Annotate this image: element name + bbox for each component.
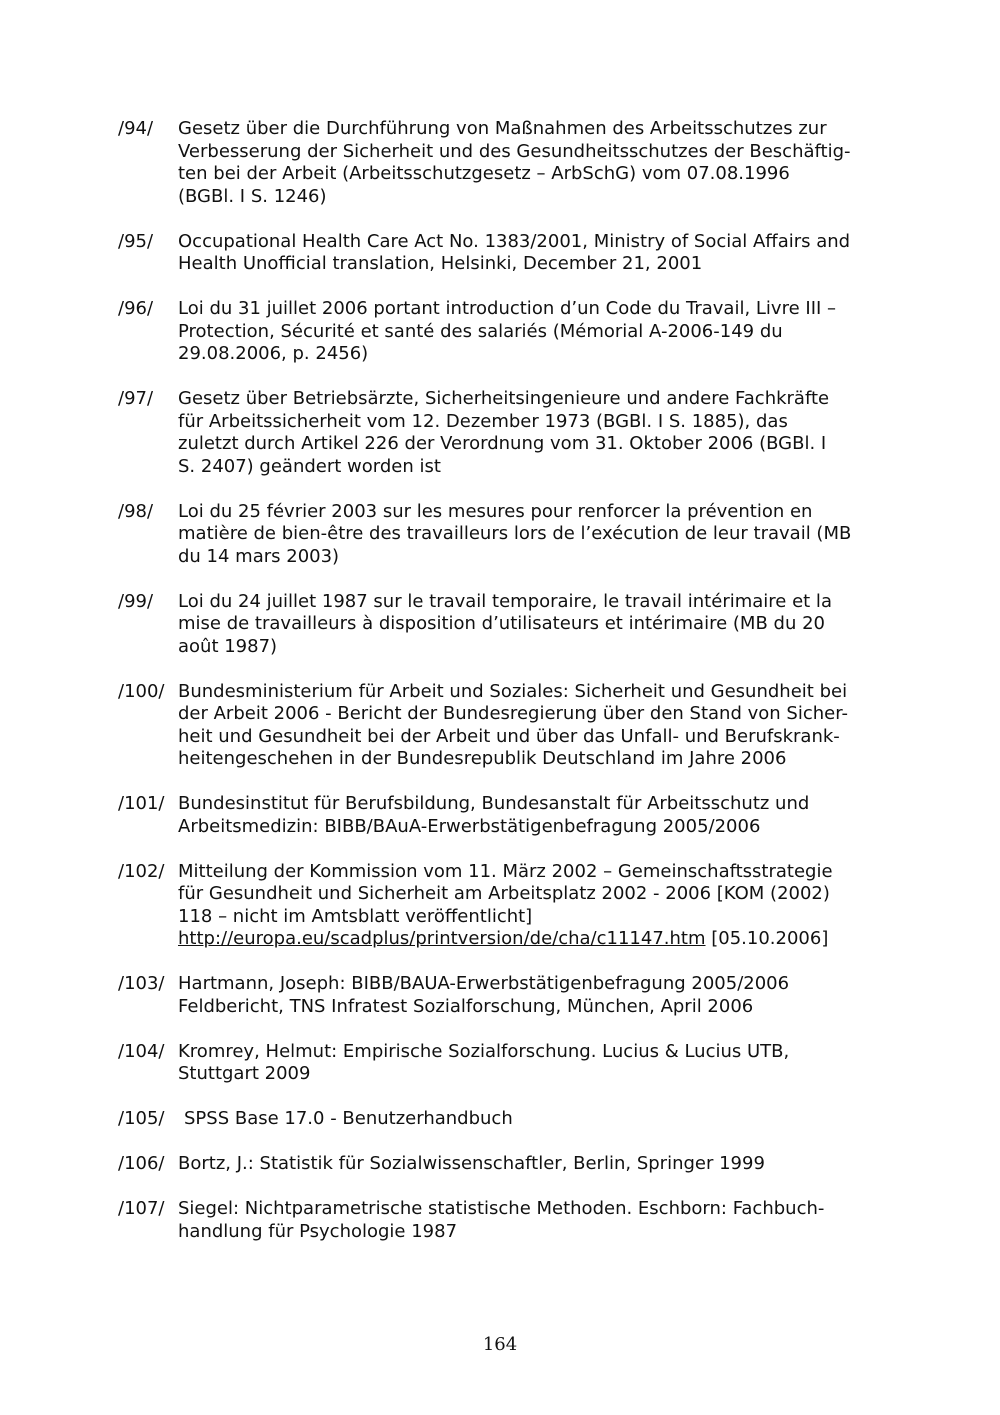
- reference-number: /99/: [118, 590, 154, 612]
- page-number: 164: [482, 1334, 518, 1355]
- reference-102: [118, 861, 888, 951]
- reference-line: Loi du 25 février 2003 sur les mesures pour renforcer la prévention en: [178, 500, 813, 522]
- reference-text: [178, 118, 888, 208]
- reference-number: /97/: [118, 388, 154, 409]
- reference-104: [118, 1041, 888, 1086]
- reference-number: /104/: [118, 1040, 165, 1062]
- reference-line: Occupational Health Care Act No. 1383/2001, Ministry of Social Affairs and: [178, 230, 851, 252]
- reference-line: zuletzt durch Artikel 226 der Verordnung vom 31. Oktober 2006 (BGBl. I: [178, 433, 827, 454]
- reference-access-date: [05.10.2006]: [705, 928, 829, 949]
- reference-number: /105/: [118, 1108, 165, 1129]
- reference-99: [118, 591, 888, 659]
- reference-line: du 14 mars 2003): [178, 545, 340, 567]
- reference-number: /103/: [118, 973, 165, 994]
- reference-text: [178, 501, 888, 569]
- reference-101: [118, 793, 888, 838]
- reference-text: [178, 681, 888, 771]
- reference-line: der Arbeit 2006 - Bericht der Bundesregierung über den Stand von Sicher-: [178, 703, 848, 724]
- reference-text: [178, 861, 888, 951]
- reference-line: 29.08.2006, p. 2456): [178, 343, 369, 364]
- reference-line: mise de travailleurs à disposition d’utilisateurs et intérimaire (MB du 20: [178, 613, 825, 634]
- reference-number: /106/: [118, 1153, 165, 1174]
- reference-number: /95/: [118, 230, 154, 252]
- reference-100: [118, 681, 888, 771]
- reference-line: Verbesserung der Sicherheit und des Gesundheitsschutzes der Beschäftig-: [178, 140, 851, 162]
- reference-97: [118, 388, 888, 478]
- reference-line: Loi du 31 juillet 2006 portant introduction d’un Code du Travail, Livre III –: [178, 298, 837, 319]
- reference-line: für Arbeitssicherheit vom 12. Dezember 1973 (BGBl. I S. 1885), das: [178, 410, 788, 432]
- reference-107: [118, 1198, 888, 1243]
- reference-line: Bundesministerium für Arbeit und Soziales: Sicherheit und Gesundheit bei: [178, 680, 848, 702]
- reference-line: handlung für Psychologie 1987: [178, 1220, 458, 1242]
- reference-line: Health Unofficial translation, Helsinki, December 21, 2001: [178, 253, 703, 274]
- reference-number: /102/: [118, 860, 165, 882]
- reference-line: Feldbericht, TNS Infratest Sozialforschung, München, April 2006: [178, 995, 754, 1017]
- reference-94: [118, 118, 888, 208]
- reference-number: /94/: [118, 118, 154, 139]
- reference-line: Bundesinstitut für Berufsbildung, Bundesanstalt für Arbeitsschutz und: [178, 793, 810, 814]
- reference-105: [118, 1108, 888, 1131]
- reference-text: [178, 1198, 888, 1243]
- reference-text: [178, 1108, 888, 1131]
- reference-line: Hartmann, Joseph: BIBB/BAUA-Erwerbstätigenbefragung 2005/2006: [178, 973, 790, 994]
- reference-text: [178, 298, 888, 366]
- reference-line: Mitteilung der Kommission vom 11. März 2002 – Gemeinschaftsstrategie: [178, 860, 833, 882]
- reference-line: heitengeschehen in der Bundesrepublik Deutschland im Jahre 2006: [178, 748, 787, 769]
- reference-line: matière de bien-être des travailleurs lors de l’exécution de leur travail (MB: [178, 523, 852, 544]
- reference-line: für Gesundheit und Sicherheit am Arbeitsplatz 2002 - 2006 [KOM (2002): [178, 883, 830, 904]
- reference-text: [178, 1041, 888, 1086]
- reference-text: [178, 388, 888, 478]
- reference-text: [178, 973, 888, 1018]
- reference-text: [178, 231, 888, 276]
- reference-line: Stuttgart 2009: [178, 1063, 311, 1084]
- reference-line: 118 – nicht im Amtsblatt veröffentlicht]: [178, 905, 533, 927]
- reference-line: SPSS Base 17.0 - Benutzerhandbuch: [184, 1108, 513, 1129]
- reference-text: [178, 1153, 888, 1176]
- reference-url-link[interactable]: http://europa.eu/scadplus/printversion/de/cha/c11147.htm: [178, 928, 706, 949]
- reference-number: /101/: [118, 793, 165, 814]
- reference-line: août 1987): [178, 635, 278, 657]
- reference-number: /107/: [118, 1198, 165, 1219]
- reference-line: S. 2407) geändert worden ist: [178, 455, 441, 477]
- reference-list: [118, 118, 888, 1266]
- reference-line: Siegel: Nichtparametrische statistische Methoden. Eschborn: Fachbuch-: [178, 1198, 825, 1219]
- reference-line: Arbeitsmedizin: BIBB/BAuA-Erwerbstätigenbefragung 2005/2006: [178, 815, 761, 837]
- reference-96: [118, 298, 888, 366]
- reference-line: heit und Gesundheit bei der Arbeit und über das Unfall- und Berufskrank-: [178, 725, 840, 747]
- reference-number: /100/: [118, 680, 165, 702]
- reference-95: [118, 231, 888, 276]
- reference-line: Loi du 24 juillet 1987 sur le travail temporaire, le travail intérimaire et la: [178, 590, 832, 612]
- reference-line: (BGBl. I S. 1246): [178, 185, 327, 207]
- reference-103: [118, 973, 888, 1018]
- reference-98: [118, 501, 888, 569]
- reference-line: Gesetz über die Durchführung von Maßnahmen des Arbeitsschutzes zur: [178, 118, 827, 139]
- reference-number: /96/: [118, 298, 154, 319]
- reference-text: [178, 793, 888, 838]
- reference-line: Gesetz über Betriebsärzte, Sicherheitsingenieure und andere Fachkräfte: [178, 388, 830, 409]
- reference-line: Kromrey, Helmut: Empirische Sozialforschung. Lucius & Lucius UTB,: [178, 1040, 790, 1062]
- reference-line: ten bei der Arbeit (Arbeitsschutzgesetz – ArbSchG) vom 07.08.1996: [178, 163, 790, 184]
- reference-line: Protection, Sécurité et santé des salariés (Mémorial A-2006-149 du: [178, 320, 783, 342]
- reference-line: Bortz, J.: Statistik für Sozialwissenschaftler, Berlin, Springer 1999: [178, 1153, 765, 1174]
- reference-text: [178, 591, 888, 659]
- reference-number: /98/: [118, 500, 154, 522]
- reference-106: [118, 1153, 888, 1176]
